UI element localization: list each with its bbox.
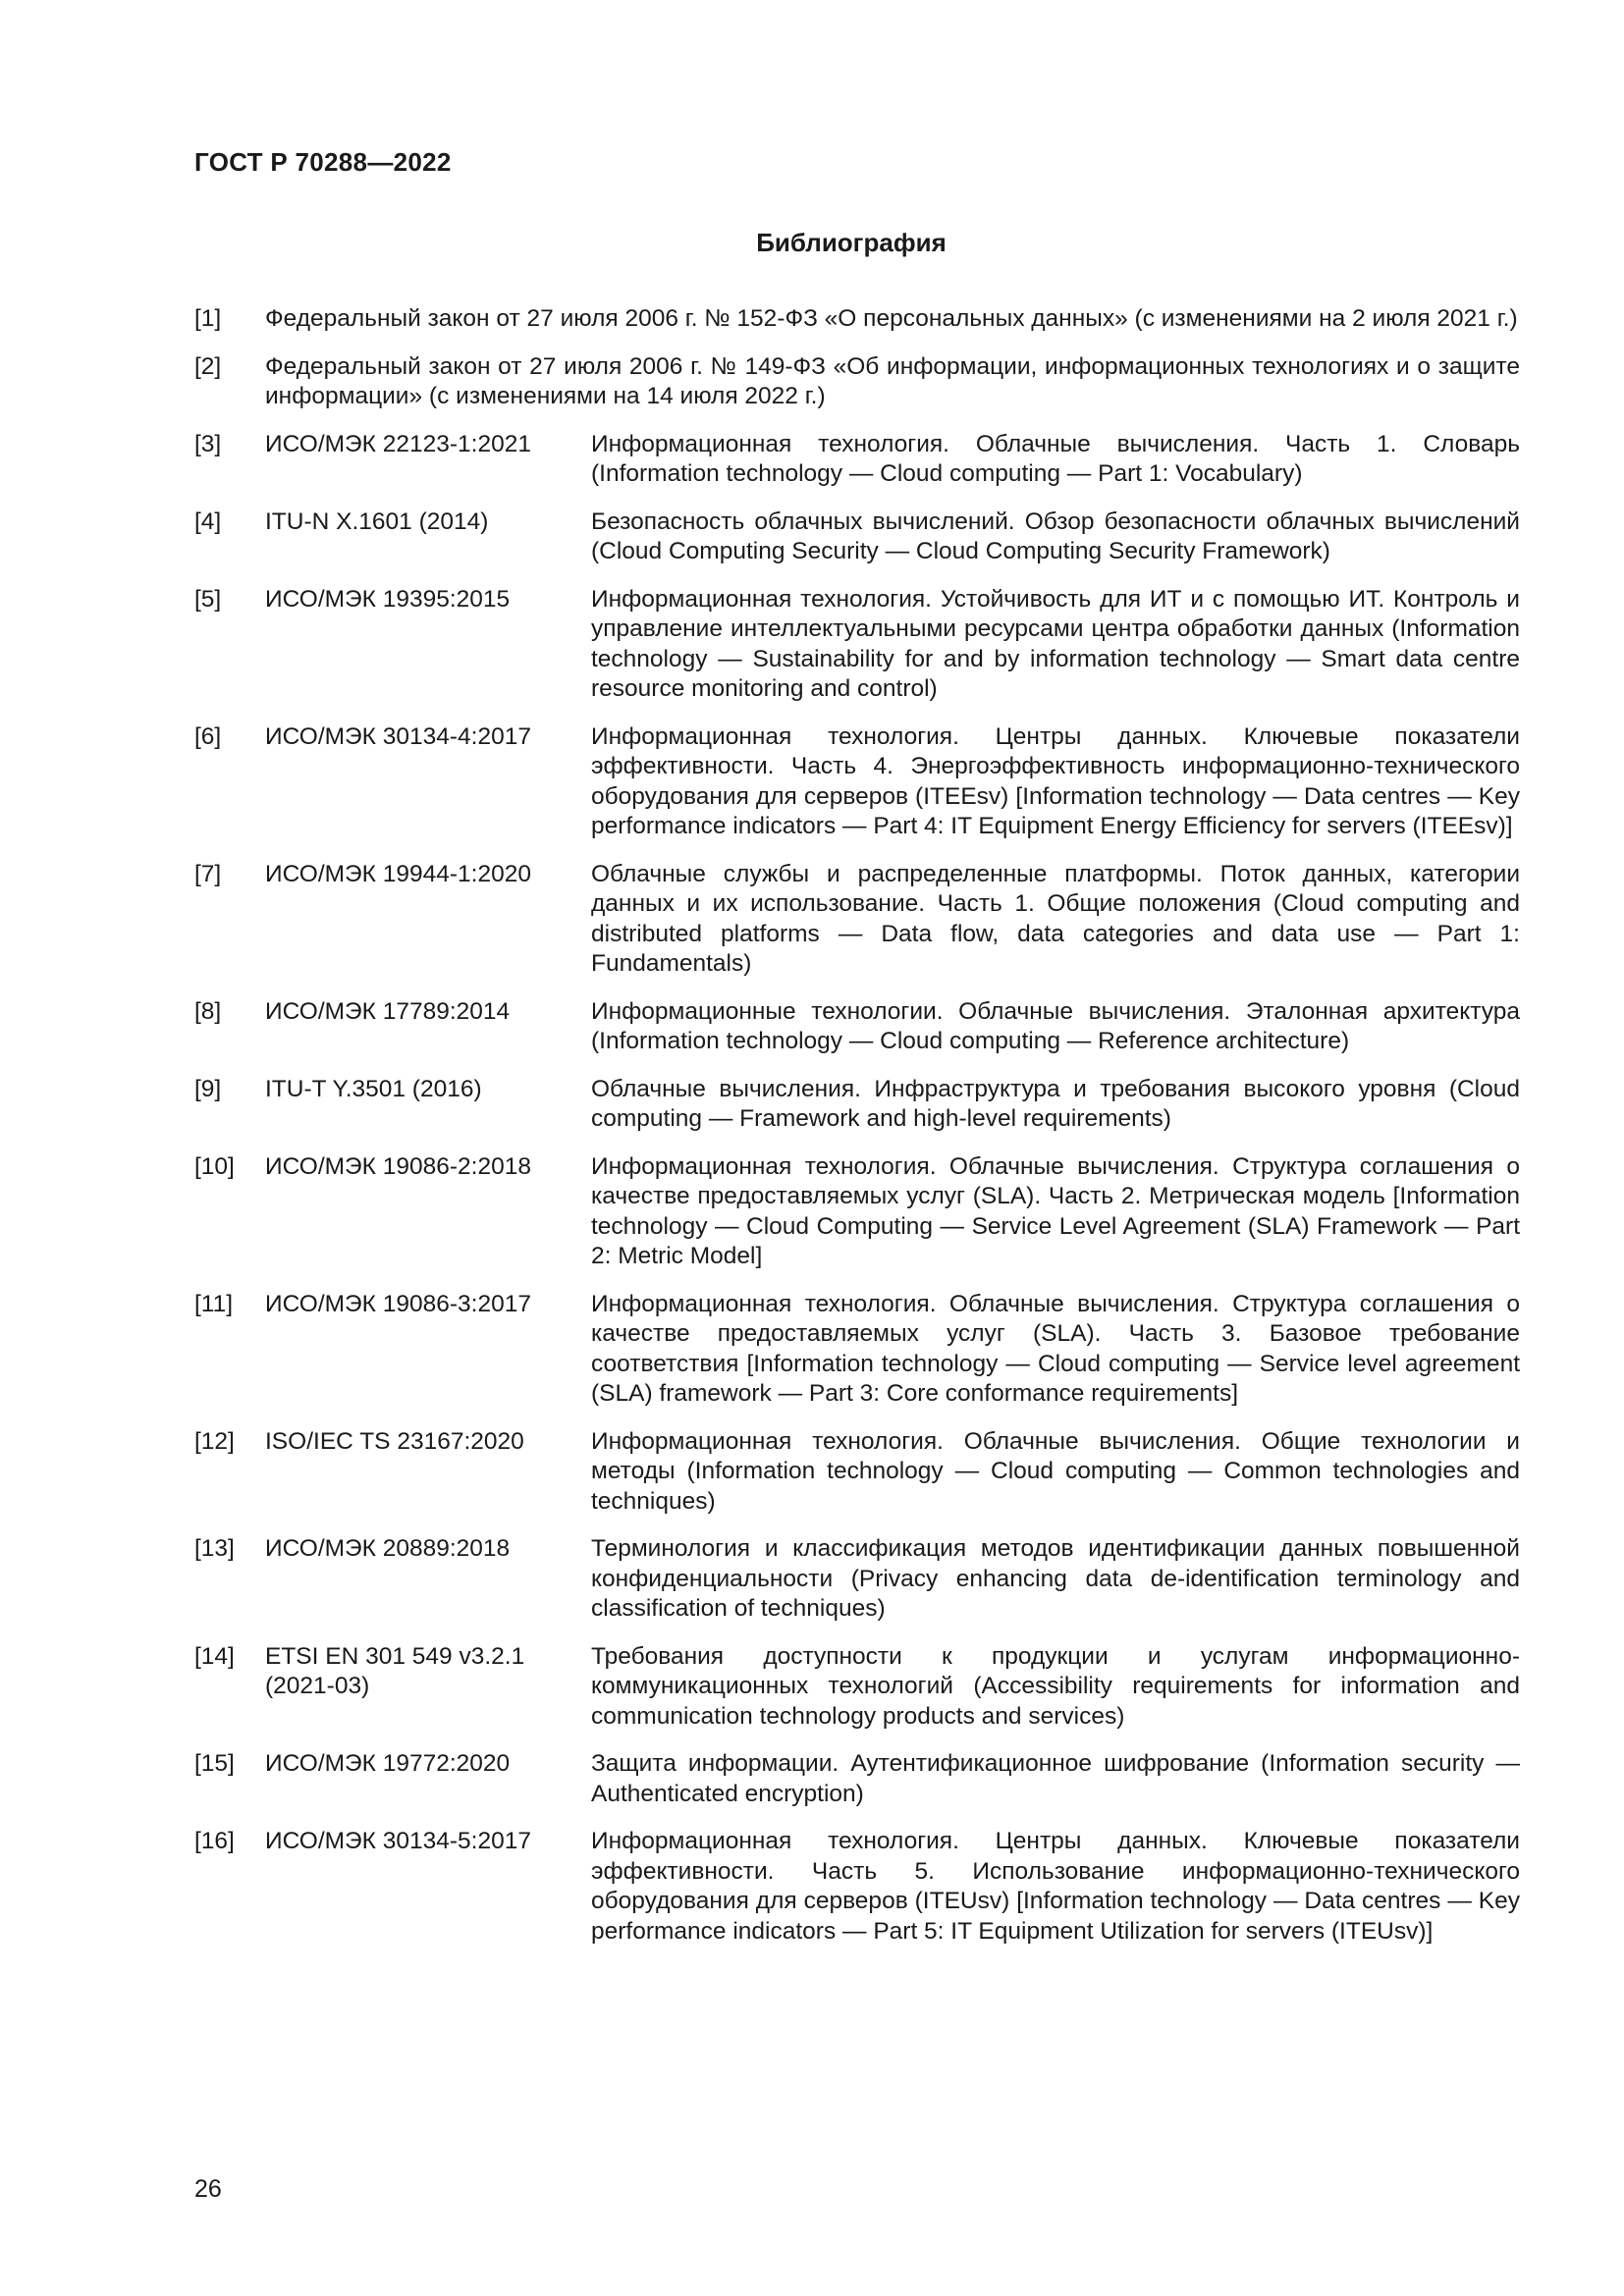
reference-code: ETSI EN 301 549 v3.2.1 (2021-03) <box>265 1642 525 1699</box>
reference-item <box>194 1827 1520 1947</box>
reference-item <box>194 352 1520 412</box>
reference-item <box>194 304 1520 335</box>
reference-item <box>194 1075 1520 1135</box>
reference-code: ISO/IEC TS 23167:2020 <box>265 1427 524 1455</box>
reference-item <box>194 1290 1520 1410</box>
reference-text: Защита информации. Аутентификационное шифрование (Information security — Authenticated encryption) <box>591 1750 1520 1807</box>
reference-text: Безопасность облачных вычислений. Обзор безопасности облачных вычислений (Cloud Computing Security — Cloud Computing Security Framework) <box>591 507 1520 564</box>
reference-code: ИСО/МЭК 30134-5:2017 <box>265 1828 531 1854</box>
reference-code: ИСО/МЭК 30134-4:2017 <box>265 722 531 750</box>
reference-number: [5] <box>194 585 222 613</box>
reference-code: ИСО/МЭК 19086-2:2018 <box>265 1152 531 1180</box>
reference-code: ИСО/МЭК 19086-3:2017 <box>265 1290 531 1317</box>
reference-item <box>194 1534 1520 1625</box>
reference-text: Информационные технологии. Облачные вычисления. Эталонная архитектура (Information technology — Cloud computing — Reference architecture) <box>591 997 1520 1054</box>
reference-text: Информационная технология. Облачные вычисления. Общие технологии и методы (Information technology — Cloud computing — Common technologies and techniques) <box>591 1427 1520 1515</box>
reference-item <box>194 1749 1520 1809</box>
reference-text: Федеральный закон от 27 июля 2006 г. № 152-ФЗ «О персональных данных» (с изменениями на 2 июля 2021 г.) <box>265 305 1518 332</box>
reference-text: Облачные вычисления. Инфраструктура и требования высокого уровня (Cloud computing — Framework and high-level requirements) <box>591 1075 1520 1132</box>
reference-text: Информационная технология. Центры данных. Ключевые показатели эффективности. Часть 5. Использование информационно-технического оборудования для серверов (ITEUsv) [Information technology — Data centres — Key performance indicators — Part 5: IT Equipment Utilization for servers (ITEUsv)] <box>591 1828 1520 1945</box>
reference-number: [9] <box>194 1075 222 1102</box>
reference-item <box>194 860 1520 980</box>
reference-text: Информационная технология. Облачные вычисления. Часть 1. Словарь (Information technology — Cloud computing — Part 1: Vocabulary) <box>591 430 1520 487</box>
reference-item <box>194 430 1520 490</box>
reference-text: Информационная технология. Центры данных. Ключевые показатели эффективности. Часть 4. Энергоэффективность информационно-технического оборудования для серверов (ITEEsv) [Information technology — Data centres — Key performance indicators — Part 4: IT Equipment Energy Efficiency for servers (ITEEsv)] <box>591 722 1520 839</box>
reference-item <box>194 507 1520 567</box>
reference-item <box>194 1642 1520 1733</box>
reference-code: ИСО/МЭК 19944-1:2020 <box>265 860 531 887</box>
reference-list <box>194 304 1520 1964</box>
reference-number: [6] <box>194 722 222 750</box>
reference-code: ИСО/МЭК 19772:2020 <box>265 1750 511 1777</box>
reference-item <box>194 1427 1520 1518</box>
reference-number: [3] <box>194 430 222 457</box>
bibliography-title: Библиография <box>756 228 947 257</box>
reference-number: [12] <box>194 1427 235 1455</box>
document-header: ГОСТ Р 70288—2022 <box>194 147 452 177</box>
reference-number: [4] <box>194 507 222 535</box>
reference-text: Терминология и классификация методов идентификации данных повышенной конфиденциальности (Privacy enhancing data de-identification terminology and classification of techniques) <box>591 1535 1520 1622</box>
reference-item <box>194 997 1520 1057</box>
reference-item <box>194 1152 1520 1272</box>
reference-item <box>194 722 1520 842</box>
reference-number: [2] <box>194 352 222 380</box>
reference-code: ИСО/МЭК 19395:2015 <box>265 585 511 613</box>
reference-number: [16] <box>194 1828 235 1854</box>
reference-number: [13] <box>194 1535 235 1562</box>
reference-number: [8] <box>194 997 222 1025</box>
reference-code: ИСО/МЭК 17789:2014 <box>265 997 511 1025</box>
reference-text: Федеральный закон от 27 июля 2006 г. № 149-ФЗ «Об информации, информационных технологиях и о защите информации» (с изменениями на 14 июля 2022 г.) <box>265 352 1520 409</box>
reference-code: ИСО/МЭК 22123-1:2021 <box>265 430 531 457</box>
reference-code: ИСО/МЭК 20889:2018 <box>265 1535 511 1562</box>
reference-text: Облачные службы и распределенные платформы. Поток данных, категории данных и их использование. Часть 1. Общие положения (Cloud computing and distributed platforms — Data flow, data categories and data use — Part 1: Fundamentals) <box>591 860 1520 977</box>
reference-code: ITU-N X.1601 (2014) <box>265 507 489 535</box>
reference-text: Информационная технология. Облачные вычисления. Структура соглашения о качестве предоставляемых услуг (SLA). Часть 2. Метрическая модель [Information technology — Cloud Computing — Service Level Agreement (SLA) Framework — Part 2: Metric Model] <box>591 1152 1520 1269</box>
reference-number: [7] <box>194 860 222 887</box>
reference-text: Информационная технология. Облачные вычисления. Структура соглашения о качестве предоставляемых услуг (SLA). Часть 3. Базовое требование соответствия [Information technology — Cloud computing — Service level agreement (SLA) framework — Part 3: Core conformance requirements] <box>591 1290 1520 1407</box>
reference-text: Информационная технология. Устойчивость для ИТ и с помощью ИТ. Контроль и управление интеллектуальными ресурсами центра обработки данных (Information technology — Sustainability for and by information technology — Smart data centre resource monitoring and control) <box>591 585 1520 702</box>
reference-number: [1] <box>194 305 222 332</box>
reference-number: [14] <box>194 1642 235 1670</box>
reference-number: [15] <box>194 1750 235 1777</box>
reference-number: [11] <box>194 1290 234 1317</box>
reference-code: ITU-T Y.3501 (2016) <box>265 1075 482 1102</box>
reference-text: Требования доступности к продукции и услугам информационно-коммуникационных технологий (Accessibility requirements for information and communication technology products and services) <box>591 1642 1520 1730</box>
reference-number: [10] <box>194 1152 235 1180</box>
reference-item <box>194 585 1520 705</box>
page-number: 26 <box>194 2175 222 2203</box>
